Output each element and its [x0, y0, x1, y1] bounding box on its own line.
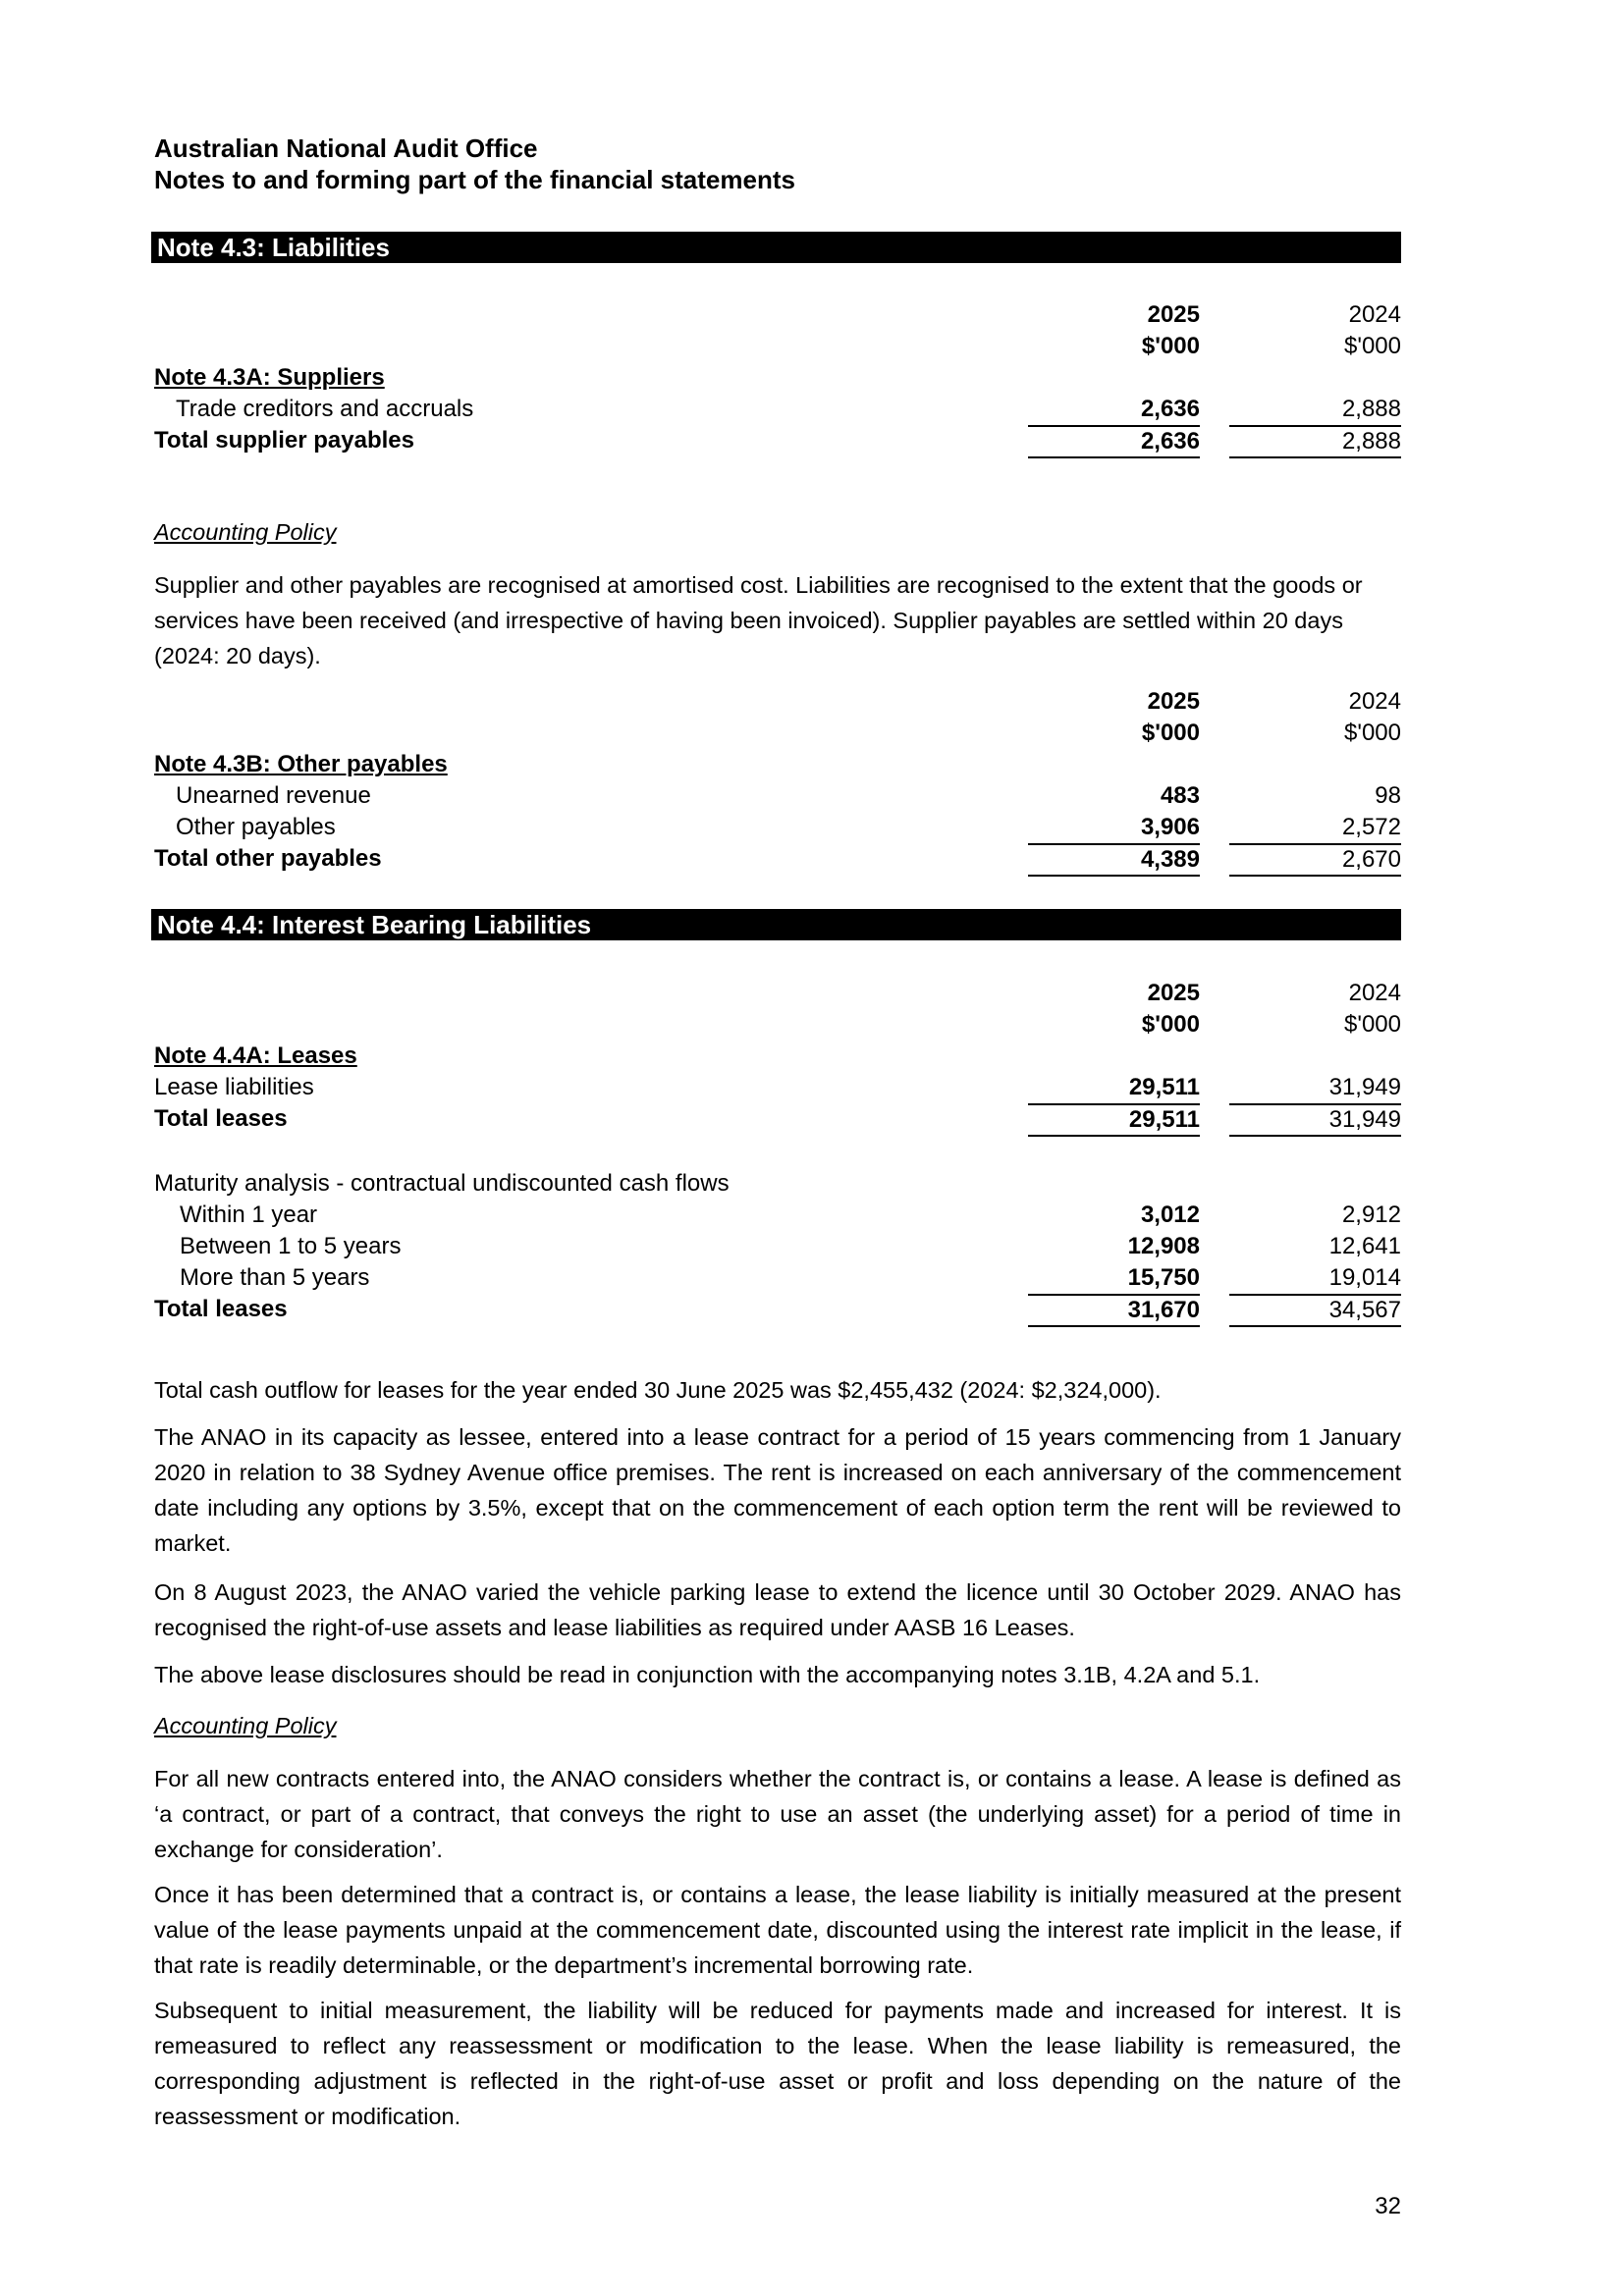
row-label: More than 5 years — [180, 1264, 370, 1291]
total-2024: 31,949 — [1229, 1103, 1401, 1137]
page-number: 32 — [1375, 2193, 1401, 2219]
col-2025: 2025 — [1147, 301, 1200, 328]
total-label: Total supplier payables — [154, 427, 414, 454]
table-row — [154, 1262, 1401, 1294]
value-2025: 29,511 — [1128, 1074, 1200, 1100]
note-4-3b-title-row — [154, 749, 1401, 780]
total-2024: 2,670 — [1229, 843, 1401, 877]
org-name: Australian National Audit Office — [154, 133, 538, 163]
table-row — [154, 1072, 1401, 1103]
unit-2025: $'000 — [1141, 333, 1200, 359]
value-2024: 2,888 — [1341, 396, 1401, 422]
row-label: Unearned revenue — [176, 782, 371, 809]
value-2024: 2,572 — [1341, 814, 1401, 840]
unit-2024: $'000 — [1344, 1011, 1401, 1038]
column-header-years — [154, 978, 1401, 1009]
col-2025: 2025 — [1147, 980, 1200, 1006]
table-total-row — [154, 1294, 1401, 1325]
column-header-units — [154, 718, 1401, 749]
table-row — [154, 394, 1401, 425]
maturity-heading-row — [154, 1168, 1401, 1200]
value-2024: 12,641 — [1328, 1233, 1401, 1259]
table-row — [154, 1231, 1401, 1262]
lease-cash-outflow-paragraph: Total cash outflow for leases for the year ended 30 June 2025 was $2,455,432 (2024: $2,324,000). — [154, 1377, 1162, 1403]
column-header-years — [154, 686, 1401, 718]
policy-paragraph: Once it has been determined that a contract is, or contains a lease, the lease liability is initially measured at the present value of the lease payments unpaid at the commencement date, discounted using the interest rate implicit in the lease, if that rate is readily determinable, or the department’s incremental borrowing rate. — [154, 1882, 1401, 1978]
column-header-years — [154, 299, 1401, 331]
total-2025: 4,389 — [1028, 843, 1200, 877]
note-4-4-heading: Note 4.4: Interest Bearing Liabilities — [151, 909, 1401, 940]
value-2024: 19,014 — [1328, 1264, 1401, 1291]
policy-paragraph: For all new contracts entered into, the ANAO considers whether the contract is, or contains a lease. A lease is defined as ‘a contract, or part of a contract, that conveys the right to use an asset (the underlying asset) for a period of time in exchange for consideration’. — [154, 1766, 1401, 1862]
column-header-units — [154, 1009, 1401, 1041]
col-2024: 2024 — [1348, 301, 1401, 328]
total-label: Total other payables — [154, 845, 382, 872]
unit-2024: $'000 — [1344, 333, 1401, 359]
value-2024: 98 — [1375, 782, 1401, 809]
maturity-heading: Maturity analysis - contractual undiscounted cash flows — [154, 1170, 730, 1197]
column-header-units — [154, 331, 1401, 362]
value-2025: 2,636 — [1140, 396, 1200, 422]
table-total-row — [154, 1103, 1401, 1135]
total-2025: 2,636 — [1028, 425, 1200, 458]
total-2025: 29,511 — [1028, 1103, 1200, 1137]
row-label: Within 1 year — [180, 1201, 318, 1228]
table-row — [154, 812, 1401, 843]
row-label: Other payables — [176, 814, 336, 840]
lease-contract-paragraph: The ANAO in its capacity as lessee, entered into a lease contract for a period of 15 years commencing from 1 January 2020 in relation to 38 Sydney Avenue office premises. The rent is increased on each anniversary of the commencement date including any options by 3.5%, except that on the commencement of each option term the rent will be reviewed to market. — [154, 1424, 1401, 1556]
table-row — [154, 780, 1401, 812]
disclosure-reference-paragraph: The above lease disclosures should be read in conjunction with the accompanying notes 3.1B, 4.2A and 5.1. — [154, 1662, 1261, 1687]
note-4-3-heading: Note 4.3: Liabilities — [151, 232, 1401, 263]
note-4-3a-title: Note 4.3A: Suppliers — [154, 364, 385, 391]
unit-2025: $'000 — [1141, 1011, 1200, 1038]
note-4-3b-title: Note 4.3B: Other payables — [154, 751, 448, 777]
note-4-4a-title-row — [154, 1041, 1401, 1072]
value-2025: 12,908 — [1127, 1233, 1200, 1259]
unit-2025: $'000 — [1141, 720, 1200, 746]
document-subtitle: Notes to and forming part of the financial statements — [154, 165, 795, 194]
row-label: Lease liabilities — [154, 1074, 314, 1100]
policy-paragraph: Subsequent to initial measurement, the liability will be reduced for payments made and increased for interest. It is remeasured to reflect any reassessment or modification to the lease. When the lease liability is remeasured, the corresponding adjustment is reflected in the right-of-use asset or profit and loss depending on the nature of the reassessment or modification. — [154, 1998, 1401, 2129]
total-label: Total leases — [154, 1296, 288, 1322]
value-2025: 3,012 — [1140, 1201, 1200, 1228]
parking-lease-paragraph: On 8 August 2023, the ANAO varied the vehicle parking lease to extend the licence until 30 October 2029. ANAO has recognised the right-of-use assets and lease liabilities as required under AASB 16 Leases. — [154, 1579, 1401, 1640]
total-2024: 34,567 — [1229, 1294, 1401, 1327]
total-2025: 31,670 — [1028, 1294, 1200, 1327]
accounting-policy-heading: Accounting Policy — [154, 519, 337, 545]
row-label: Between 1 to 5 years — [180, 1233, 402, 1259]
value-2025: 3,906 — [1140, 814, 1200, 840]
note-4-4a-title: Note 4.4A: Leases — [154, 1042, 357, 1069]
value-2025: 15,750 — [1127, 1264, 1200, 1291]
unit-2024: $'000 — [1344, 720, 1401, 746]
value-2025: 483 — [1160, 782, 1200, 809]
row-label: Trade creditors and accruals — [176, 396, 474, 422]
value-2024: 31,949 — [1328, 1074, 1401, 1100]
accounting-policy-heading: Accounting Policy — [154, 1713, 337, 1738]
col-2024: 2024 — [1348, 980, 1401, 1006]
table-row — [154, 1200, 1401, 1231]
total-2024: 2,888 — [1229, 425, 1401, 458]
col-2025: 2025 — [1147, 688, 1200, 715]
col-2024: 2024 — [1348, 688, 1401, 715]
table-total-row — [154, 425, 1401, 456]
total-label: Total leases — [154, 1105, 288, 1132]
policy-paragraph: Supplier and other payables are recognised at amortised cost. Liabilities are recognised to the extent that the goods or services have been received (and irrespective of having been invoiced). Supplier payables are settled within 20 days (2024: 20 days). — [154, 572, 1363, 668]
note-4-3a-title-row — [154, 362, 1401, 394]
table-total-row — [154, 843, 1401, 875]
value-2024: 2,912 — [1341, 1201, 1401, 1228]
